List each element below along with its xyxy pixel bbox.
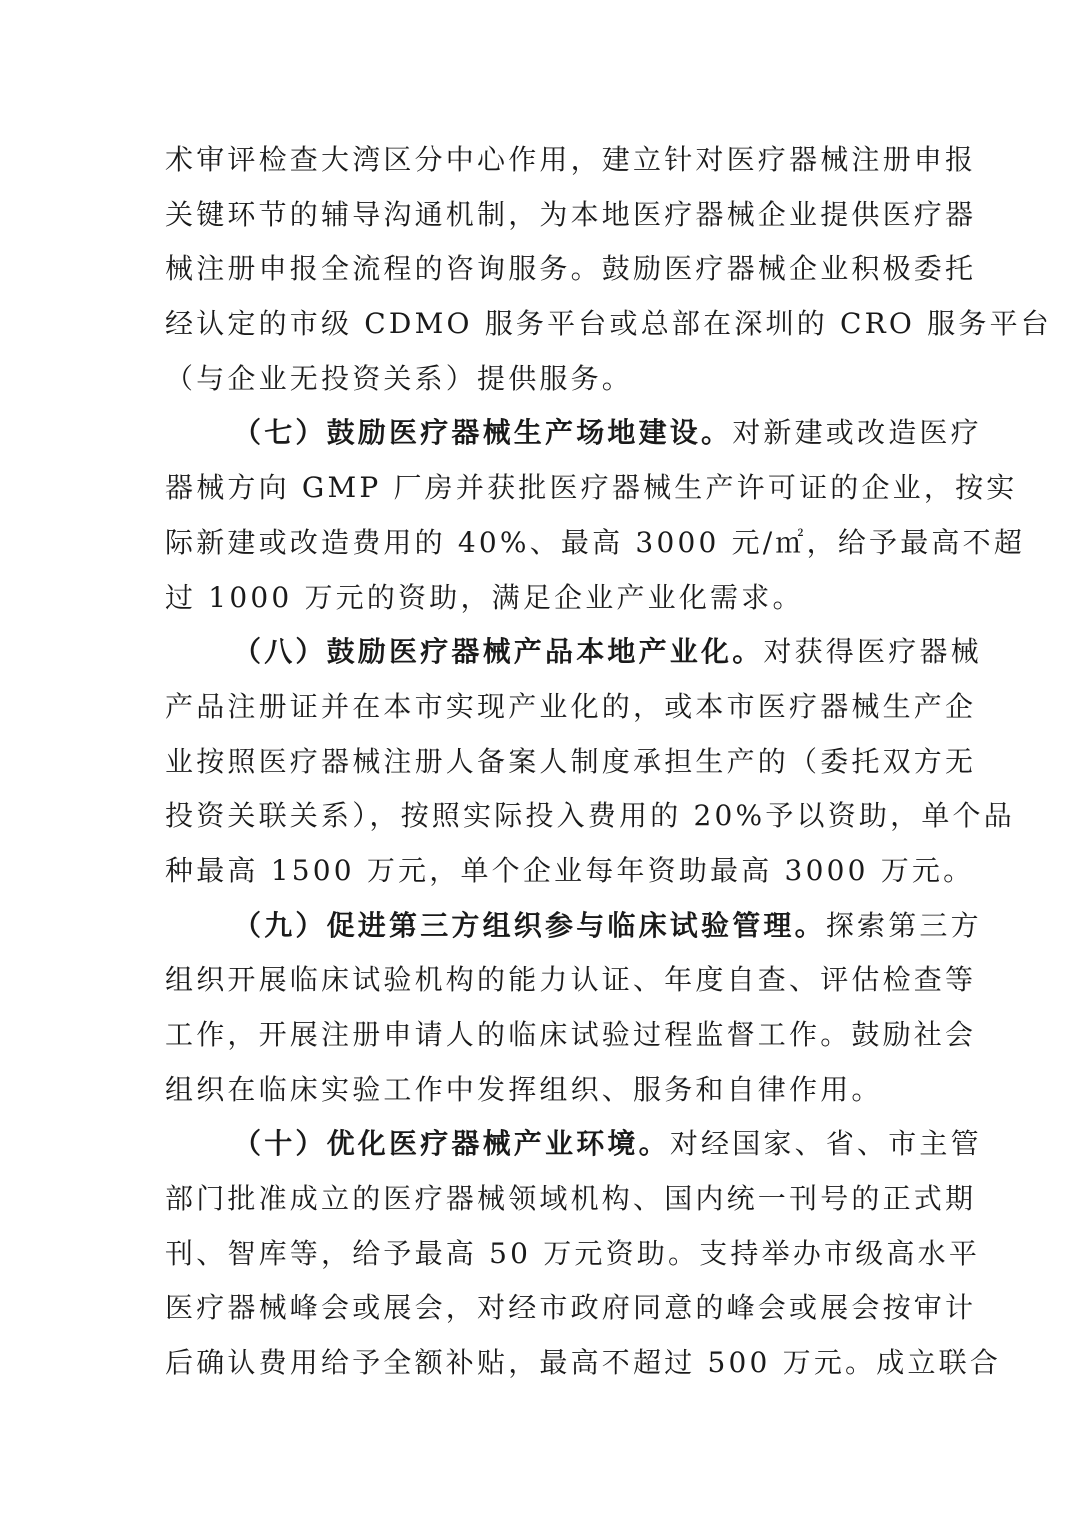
text-line: 过 1000 万元的资助，满足企业产业化需求。 (165, 580, 804, 614)
section-heading-9: （九）促进第三方组织参与临床试验管理。 (233, 908, 826, 942)
section-heading-10: （十）优化医疗器械产业环境。 (233, 1127, 670, 1161)
text-line: 术审评检查大湾区分中心作用，建立针对医疗器械注册申报 (165, 143, 977, 176)
section-9-first-line: （九）促进第三方组织参与临床试验管理。探索第三方 (233, 908, 982, 942)
text-line: 投资关联关系），按照实际投入费用的 20%予以资助，单个品 (165, 799, 1015, 833)
text-line: 业按照医疗器械注册人备案人制度承担生产的（委托双方无 (165, 744, 977, 778)
section-heading-7: （七）鼓励医疗器械生产场地建设。 (233, 416, 733, 450)
text-line: 产品注册证并在本市实现产业化的，或本市医疗器械生产企 (165, 689, 977, 723)
text-line: 刊、智库等，给予最高 50 万元资助。支持举办市级高水平 (165, 1236, 981, 1270)
section-8-first-line: （八）鼓励医疗器械产品本地产业化。对获得医疗器械 (233, 635, 982, 669)
section-heading-8: （八）鼓励医疗器械产品本地产业化。 (233, 635, 764, 669)
text-line: 器械方向 GMP 厂房并获批医疗器械生产许可证的企业，按实 (165, 471, 1018, 505)
text-line: 医疗器械峰会或展会，对经市政府同意的峰会或展会按审计 (165, 1291, 977, 1325)
text-line: 际新建或改造费用的 40%、最高 3000 元/㎡，给予最高不超 (165, 525, 1026, 559)
section-10-first-line: （十）优化医疗器械产业环境。对经国家、省、市主管 (233, 1127, 982, 1161)
text-line: （与企业无投资关系）提供服务。 (165, 361, 634, 395)
text-line: 后确认费用给予全额补贴，最高不超过 500 万元。成立联合 (165, 1346, 1002, 1380)
text-line: 部门批准成立的医疗器械领域机构、国内统一刊号的正式期 (165, 1182, 977, 1216)
text-line: 关键环节的辅导沟通机制，为本地医疗器械企业提供医疗器 (165, 197, 977, 231)
text-line: 组织在临床实验工作中发挥组织、服务和自律作用。 (165, 1072, 883, 1106)
document-body (165, 133, 1052, 1391)
text-line: 械注册申报全流程的咨询服务。鼓励医疗器械企业积极委托 (165, 252, 977, 286)
section-7-first-line: （七）鼓励医疗器械生产场地建设。对新建或改造医疗 (233, 416, 982, 450)
text-line: 种最高 1500 万元，单个企业每年资助最高 3000 万元。 (165, 853, 975, 887)
text-line: 经认定的市级 CDMO 服务平台或总部在深圳的 CRO 服务平台 (165, 307, 1052, 341)
text-line: 组织开展临床试验机构的能力认证、年度自查、评估检查等 (165, 963, 977, 997)
text-line: 工作，开展注册申请人的临床试验过程监督工作。鼓励社会 (165, 1018, 977, 1051)
